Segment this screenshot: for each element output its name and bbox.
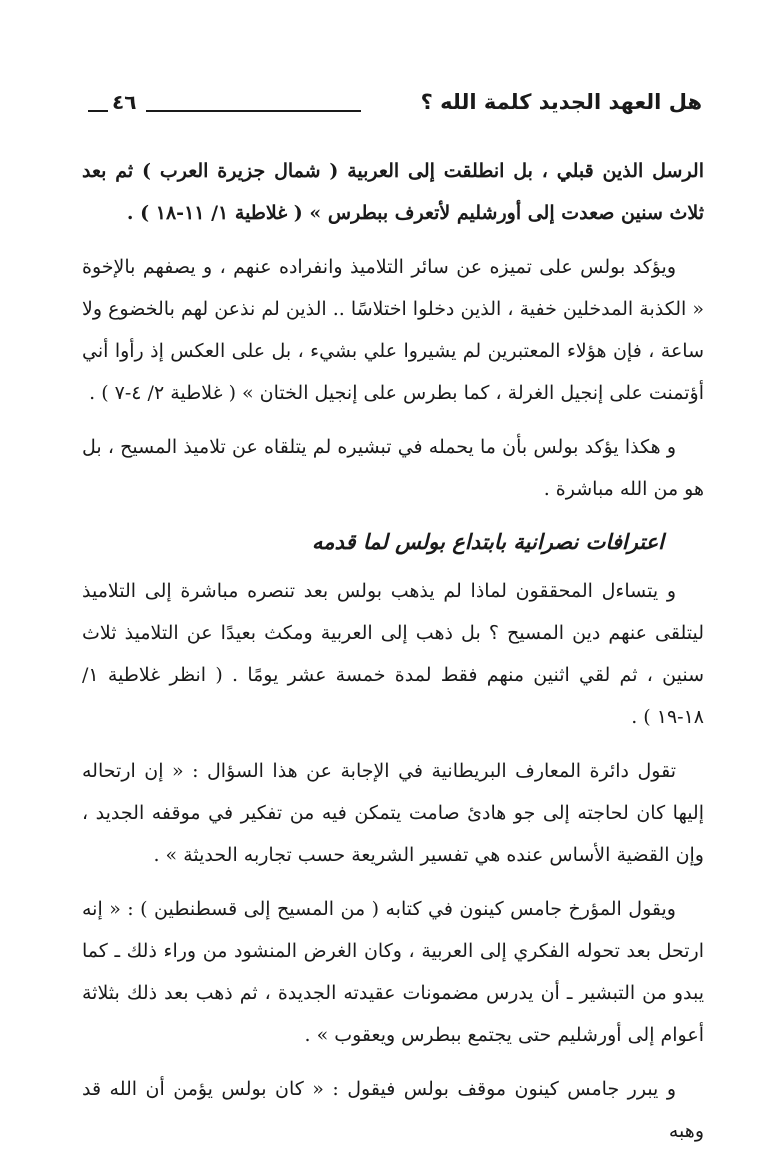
paragraph-1: الرسل الذين قبلي ، بل انطلقت إلى العربية ( شمال جزيرة العرب ) ثم بعد ثلاث سنين صعدت إلى أورشليم لأتعرف ببطرس » ( غلاطية ١/ ١١-١٨ ) . (82, 160, 704, 224)
section-heading: اعترافات نصرانية بابتداع بولس لما قدمه (312, 530, 664, 554)
header-rule (146, 110, 361, 112)
paragraph-5: تقول دائرة المعارف البريطانية في الإجابة عن هذا السؤال : « إن ارتحاله إليها كان لحاجته إلى جو هادئ صامت يتمكن فيه من تفكير في موقفه الجديد ، وإن القضية الأساس عنده هي تفسير الشريعة حسب تجاربه الحديثة » . (82, 760, 704, 866)
running-header (88, 88, 702, 128)
header-rule-short (88, 110, 108, 112)
paragraph-7: و يبرر جامس كينون موقف بولس فيقول : « كان بولس يؤمن أن الله قد وهبه (82, 1078, 704, 1142)
paragraph-6: ويقول المؤرخ جامس كينون في كتابه ( من المسيح إلى قسطنطين ) : « إنه ارتحل بعد تحوله الفكري إلى العربية ، وكان الغرض المنشود من وراء ذلك ـ كما يبدو من التبشير ـ أن يدرس مضمونات عقيدته الجديدة ، ثم ذهب بعد ذلك بثلاثة أعوام إلى أورشليم حتى يجتمع ببطرس ويعقوب » . (82, 898, 704, 1046)
header-title: هل العهد الجديد كلمة الله ؟ (420, 90, 702, 114)
page-number: ٤٦ (112, 90, 137, 114)
paragraph-2: ويؤكد بولس على تميزه عن سائر التلاميذ وانفراده عنهم ، و يصفهم بالإخوة « الكذبة المدخلين خفية ، الذين دخلوا اختلاسًا .. الذين لم نذعن لهم بالخضوع ولا ساعة ، فإن هؤلاء المعتبرين لم يشيروا علي بشيء ، بل على العكس إذ رأوا أني أؤتمنت على إنجيل الغرلة ، كما بطرس على إنجيل الختان » ( غلاطية ٢/ ٤-٧ ) . (82, 256, 704, 404)
paragraph-4: و يتساءل المحققون لماذا لم يذهب بولس بعد تنصره مباشرة إلى التلاميذ ليتلقى عنهم دين المسيح ؟ بل ذهب إلى العربية ومكث بعيدًا عن التلاميذ ثلاث سنين ، ثم لقي اثنين منهم فقط لمدة خمسة عشر يومًا . ( انظر غلاطية ١/ ١٨-١٩ ) . (82, 580, 704, 728)
page-body (82, 150, 704, 1164)
paragraph-3: و هكذا يؤكد بولس بأن ما يحمله في تبشيره لم يتلقاه عن تلاميذ المسيح ، بل هو من الله مباشرة . (82, 436, 704, 500)
